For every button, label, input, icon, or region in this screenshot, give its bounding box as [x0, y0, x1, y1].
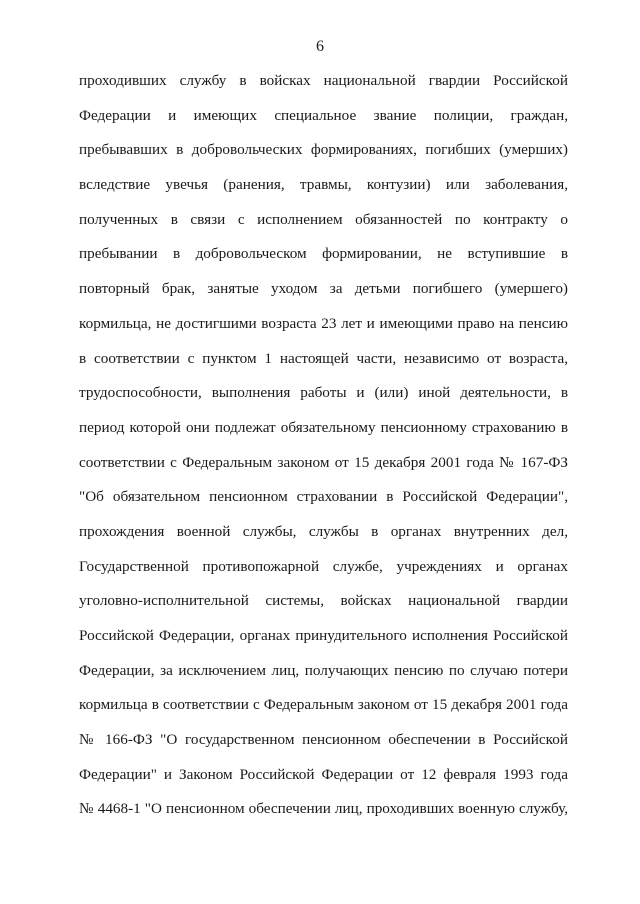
text-line: пребывавших в добровольческих формированиях, погибших (умерших): [79, 141, 568, 159]
text-line: соответствии с Федеральным законом от 15 декабря 2001 года № 167-ФЗ: [79, 453, 568, 471]
text-line: проходивших службу в войсках национальной гвардии Российской: [79, 72, 568, 89]
text-line: Федерации и имеющих специальное звание полиции, граждан,: [79, 106, 568, 124]
text-line: полученных в связи с исполнением обязанностей по контракту о: [79, 210, 568, 228]
text-line: № 4468-1 "О пенсионном обеспечении лиц, проходивших военную службу,: [79, 800, 568, 818]
text-line: в соответствии с пунктом 1 настоящей части, независимо от возраста,: [79, 349, 568, 367]
text-line: "Об обязательном пенсионном страховании в Российской Федерации",: [79, 488, 568, 506]
body-text: [79, 71, 568, 834]
text-line: кормильца, не достигшими возраста 23 лет и имеющими право на пенсию: [79, 314, 568, 332]
text-line: № 166-ФЗ "О государственном пенсионном обеспечении в Российской: [79, 731, 568, 749]
text-line: Российской Федерации, органах принудительного исполнения Российской: [79, 627, 568, 644]
text-line: Федерации" и Законом Российской Федерации от 12 февраля 1993 года: [79, 765, 568, 783]
text-line: кормильца в соответствии с Федеральным законом от 15 декабря 2001 года: [79, 696, 568, 714]
text-line: уголовно-исполнительной системы, войсках национальной гвардии: [79, 592, 568, 610]
text-line: прохождения военной службы, службы в органах внутренних дел,: [79, 522, 568, 540]
text-line: Государственной противопожарной службе, учреждениях и органах: [79, 557, 568, 575]
page-number: 6: [316, 38, 324, 55]
text-line: трудоспособности, выполнения работы и (или) иной деятельности, в: [79, 384, 568, 402]
text-line: вследствие увечья (ранения, травмы, контузии) или заболевания,: [79, 176, 568, 194]
text-line: период которой они подлежат обязательному пенсионному страхованию в: [79, 418, 568, 436]
text-line: пребывании в добровольческом формировании, не вступившие в: [79, 245, 568, 263]
text-line: Федерации, за исключением лиц, получающих пенсию по случаю потери: [79, 661, 568, 679]
text-line: повторный брак, занятые уходом за детьми погибшего (умершего): [79, 280, 568, 298]
